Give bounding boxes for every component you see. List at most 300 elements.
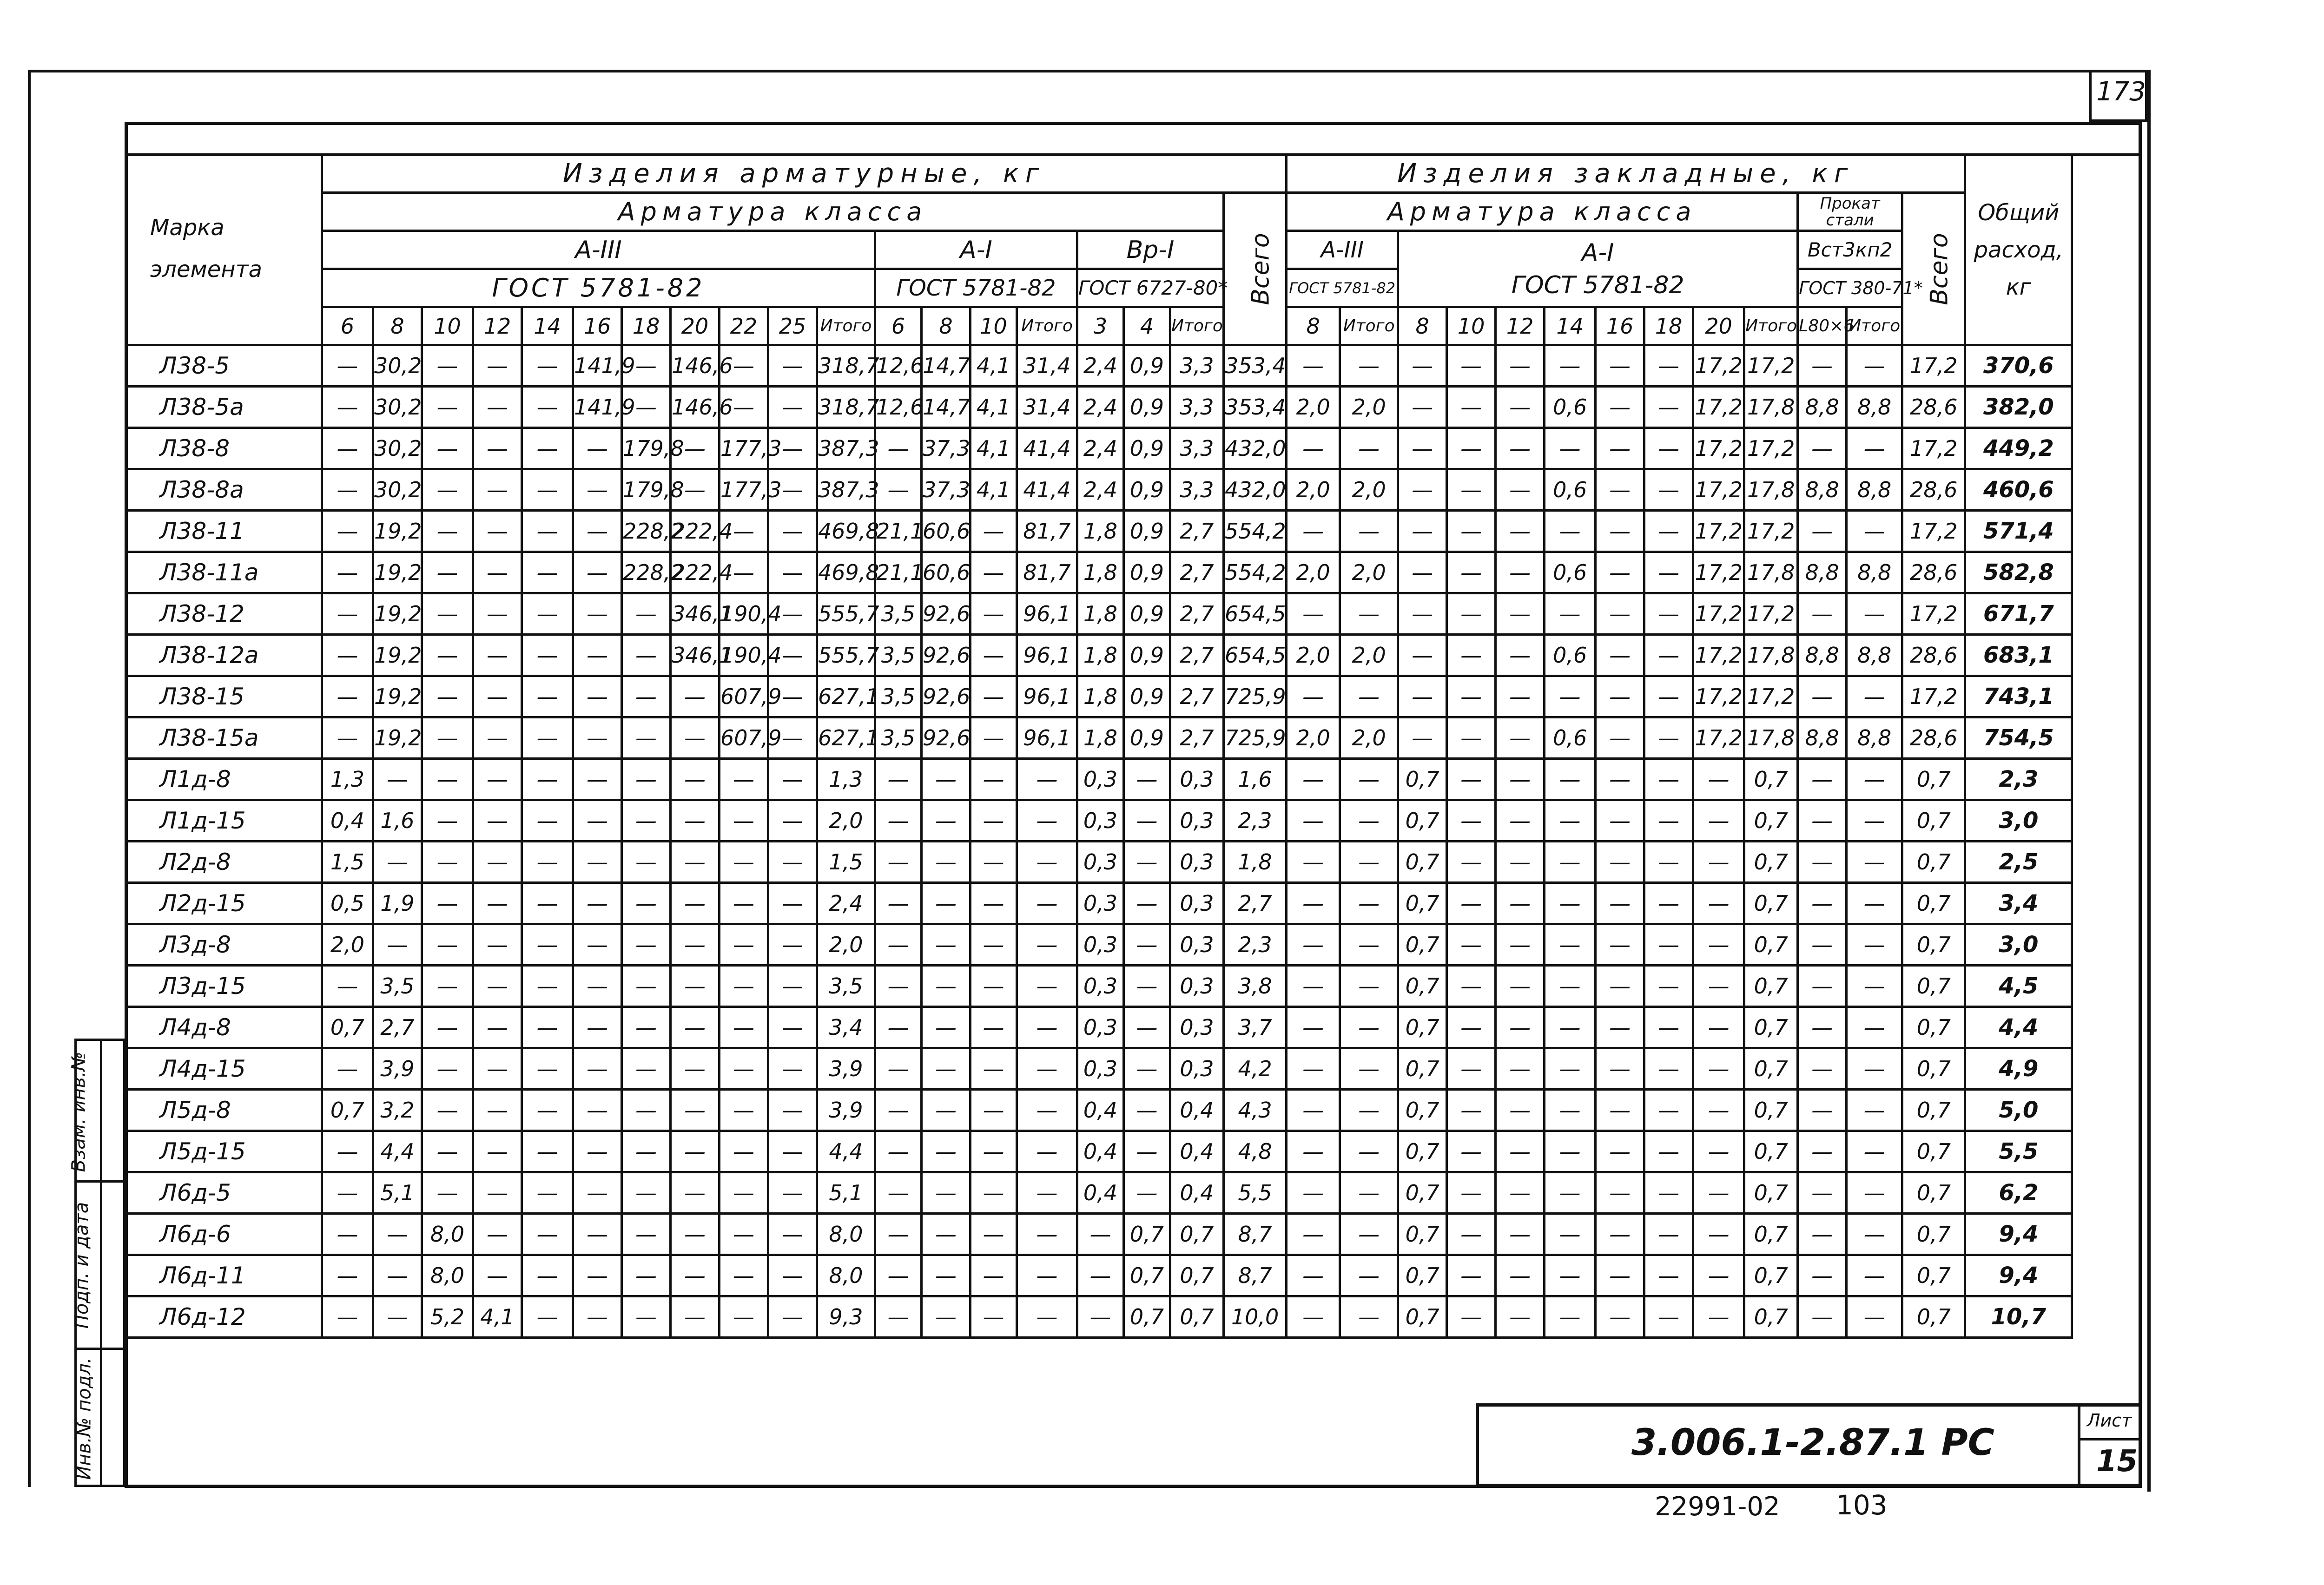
table-cell: 2,0 xyxy=(1340,387,1398,428)
table-cell: — xyxy=(671,1090,720,1131)
table-cell: — xyxy=(1287,593,1340,635)
table-cell: — xyxy=(1340,759,1398,800)
table-cell: — xyxy=(373,1255,422,1296)
table-cell: 1,6 xyxy=(373,800,422,842)
table-cell: — xyxy=(1496,1090,1545,1131)
table-cell: — xyxy=(1017,1296,1077,1338)
table-cell: — xyxy=(1340,800,1398,842)
table-cell: — xyxy=(1496,676,1545,717)
table-cell: 432,0 xyxy=(1224,428,1287,469)
table-cell: 2,0 xyxy=(1340,635,1398,676)
table-cell: — xyxy=(473,800,522,842)
table-cell: — xyxy=(1124,842,1170,883)
table-cell: — xyxy=(671,924,720,966)
table-cell: 3,2 xyxy=(373,1090,422,1131)
table-cell: 37,3 xyxy=(922,469,971,511)
table-cell: — xyxy=(1693,924,1744,966)
table-cell: — xyxy=(1847,1296,1902,1338)
table-cell: — xyxy=(1340,924,1398,966)
table-cell: — xyxy=(1798,842,1847,883)
table-cell: 0,9 xyxy=(1124,511,1170,552)
table-cell: — xyxy=(768,1048,817,1090)
table-cell: — xyxy=(1644,1090,1693,1131)
table-cell: — xyxy=(1287,1172,1340,1214)
table-cell: 432,0 xyxy=(1224,469,1287,511)
table-cell: 92,6 xyxy=(922,593,971,635)
diam-a3-col-9: 25 xyxy=(768,307,817,345)
title-block-sheet-divider xyxy=(2078,1438,2142,1440)
table-cell: 0,3 xyxy=(1170,759,1224,800)
table-cell: — xyxy=(1798,1214,1847,1255)
table-cell: 30,2 xyxy=(373,428,422,469)
table-cell: — xyxy=(1693,1214,1744,1255)
table-cell: — xyxy=(473,676,522,717)
table-cell: 3,3 xyxy=(1170,469,1224,511)
table-cell: 17,2 xyxy=(1902,345,1965,387)
table-cell: 179,8 xyxy=(622,469,671,511)
table-cell: — xyxy=(1447,1090,1496,1131)
table-cell: — xyxy=(768,842,817,883)
table-cell: — xyxy=(768,924,817,966)
table-cell: — xyxy=(422,842,473,883)
table-cell: — xyxy=(1798,1255,1847,1296)
table-cell: 190,4 xyxy=(720,593,768,635)
table-cell: — xyxy=(1398,676,1447,717)
table-cell: — xyxy=(1596,469,1644,511)
table-cell: 0,4 xyxy=(1077,1172,1124,1214)
element-mark: Л38-11 xyxy=(126,511,322,552)
table-cell: 0,7 xyxy=(1902,1131,1965,1172)
table-cell: — xyxy=(473,966,522,1007)
table-cell: — xyxy=(1287,842,1340,883)
table-cell: 8,8 xyxy=(1847,635,1902,676)
table-cell: — xyxy=(522,842,573,883)
table-cell: — xyxy=(1798,924,1847,966)
table-cell: 19,2 xyxy=(373,635,422,676)
table-row xyxy=(126,1296,2072,1338)
table-cell: 0,7 xyxy=(1398,1131,1447,1172)
table-cell: 30,2 xyxy=(373,469,422,511)
diam-a1-emb-col-4: 16 xyxy=(1596,307,1644,345)
table-cell: 2,7 xyxy=(1170,717,1224,759)
table-cell: 0,7 xyxy=(1744,924,1798,966)
table-cell: — xyxy=(768,966,817,1007)
gost-a3-emb-header: ГОСТ 5781-82 xyxy=(1287,269,1398,307)
table-cell: 17,2 xyxy=(1744,511,1798,552)
table-cell: — xyxy=(522,676,573,717)
diam-a3-col-3: 12 xyxy=(473,307,522,345)
table-cell: — xyxy=(1798,1131,1847,1172)
table-row xyxy=(126,511,2072,552)
table-cell: — xyxy=(922,759,971,800)
table-cell: — xyxy=(1798,800,1847,842)
table-cell: — xyxy=(522,635,573,676)
table-cell: 0,9 xyxy=(1124,428,1170,469)
table-cell: — xyxy=(422,387,473,428)
table-cell: — xyxy=(671,1172,720,1214)
table-cell: — xyxy=(1596,345,1644,387)
table-cell: — xyxy=(1017,1172,1077,1214)
table-cell: — xyxy=(522,1131,573,1172)
table-cell: 0,7 xyxy=(1902,842,1965,883)
table-cell: — xyxy=(1596,1090,1644,1131)
table-cell: — xyxy=(522,1048,573,1090)
table-cell: — xyxy=(522,1214,573,1255)
table-cell: — xyxy=(1340,1172,1398,1214)
table-cell: 17,2 xyxy=(1693,345,1744,387)
table-cell: 0,3 xyxy=(1170,842,1224,883)
table-cell: — xyxy=(1017,883,1077,924)
table-cell: — xyxy=(1287,1048,1340,1090)
table-cell: 2,0 xyxy=(1287,387,1340,428)
table-cell: — xyxy=(971,1048,1017,1090)
table-cell: — xyxy=(1077,1255,1124,1296)
table-cell: — xyxy=(573,1255,622,1296)
table-cell: 0,4 xyxy=(1170,1172,1224,1214)
table-cell: — xyxy=(1545,428,1596,469)
table-row xyxy=(126,717,2072,759)
table-cell: — xyxy=(971,1007,1017,1048)
table-row xyxy=(126,676,2072,717)
table-cell: — xyxy=(1340,1296,1398,1338)
rolled-steel-header: Прокат стали xyxy=(1798,193,1902,231)
element-mark: Л6д-6 xyxy=(126,1214,322,1255)
table-cell: 0,3 xyxy=(1170,924,1224,966)
table-cell: 3,5 xyxy=(875,635,922,676)
table-cell: 2,4 xyxy=(1077,469,1124,511)
table-cell: 8,8 xyxy=(1847,469,1902,511)
table-cell: — xyxy=(573,469,622,511)
table-cell: — xyxy=(671,759,720,800)
table-cell: 0,9 xyxy=(1124,635,1170,676)
table-cell: — xyxy=(875,1255,922,1296)
table-cell: 12,6 xyxy=(875,387,922,428)
table-cell: 17,2 xyxy=(1693,511,1744,552)
table-cell: — xyxy=(1287,800,1340,842)
table-cell: — xyxy=(1447,428,1496,469)
table-cell: — xyxy=(768,1172,817,1214)
diam-bp1-col-1: 4 xyxy=(1124,307,1170,345)
table-cell: 627,1 xyxy=(817,676,875,717)
table-cell: — xyxy=(1847,1255,1902,1296)
table-cell: — xyxy=(1847,883,1902,924)
table-cell: — xyxy=(1287,1090,1340,1131)
table-cell: 5,1 xyxy=(373,1172,422,1214)
table-cell: — xyxy=(1847,593,1902,635)
table-cell: 582,8 xyxy=(1965,552,2072,593)
table-cell: — xyxy=(671,1131,720,1172)
table-cell: — xyxy=(322,387,373,428)
table-cell: — xyxy=(1545,345,1596,387)
table-cell: — xyxy=(1644,842,1693,883)
table-cell: 2,4 xyxy=(1077,387,1124,428)
table-cell: — xyxy=(573,635,622,676)
table-cell: 19,2 xyxy=(373,593,422,635)
class-a1-emb-label: А-I xyxy=(1581,238,1614,267)
table-cell: — xyxy=(1447,1172,1496,1214)
table-cell: — xyxy=(322,676,373,717)
table-cell: — xyxy=(922,1048,971,1090)
table-cell: — xyxy=(573,511,622,552)
table-cell: 8,8 xyxy=(1798,717,1847,759)
table-cell: — xyxy=(768,676,817,717)
table-cell: — xyxy=(1644,345,1693,387)
table-row xyxy=(126,924,2072,966)
table-cell: — xyxy=(1847,511,1902,552)
table-cell: 60,6 xyxy=(922,511,971,552)
page-number: 103 xyxy=(1836,1489,1888,1521)
table-cell: 0,3 xyxy=(1170,1007,1224,1048)
table-cell: 92,6 xyxy=(922,676,971,717)
element-mark: Л38-15а xyxy=(126,717,322,759)
table-cell: — xyxy=(875,759,922,800)
table-cell: 9,4 xyxy=(1965,1255,2072,1296)
element-mark: Л5д-8 xyxy=(126,1090,322,1131)
table-cell: — xyxy=(522,966,573,1007)
table-cell: — xyxy=(473,1255,522,1296)
table-cell: 4,1 xyxy=(971,387,1017,428)
table-cell: — xyxy=(1496,800,1545,842)
element-mark: Л6д-5 xyxy=(126,1172,322,1214)
table-cell: — xyxy=(671,842,720,883)
table-cell: — xyxy=(622,345,671,387)
element-mark: Л4д-8 xyxy=(126,1007,322,1048)
table-cell: — xyxy=(971,635,1017,676)
table-cell: — xyxy=(1017,1131,1077,1172)
table-cell: — xyxy=(1847,1007,1902,1048)
table-cell: — xyxy=(720,966,768,1007)
table-cell: — xyxy=(768,1131,817,1172)
table-cell: 81,7 xyxy=(1017,511,1077,552)
table-cell: — xyxy=(1545,759,1596,800)
table-cell: — xyxy=(1398,593,1447,635)
table-cell: — xyxy=(1596,428,1644,469)
table-cell: — xyxy=(1287,1007,1340,1048)
specification-table xyxy=(125,153,2073,1339)
table-cell: — xyxy=(1693,1090,1744,1131)
table-cell: — xyxy=(1447,924,1496,966)
table-cell: — xyxy=(1545,676,1596,717)
table-cell: 222,4 xyxy=(671,552,720,593)
rebar-class-header: Арматура класса xyxy=(322,193,1224,231)
table-cell: 2,4 xyxy=(1077,345,1124,387)
total-embedded-header xyxy=(1902,193,1965,345)
table-cell: — xyxy=(971,1214,1017,1255)
table-cell: — xyxy=(1596,552,1644,593)
table-cell: — xyxy=(1644,552,1693,593)
table-cell: 96,1 xyxy=(1017,717,1077,759)
table-cell: — xyxy=(1693,1172,1744,1214)
table-cell: — xyxy=(768,1214,817,1255)
element-mark: Л6д-12 xyxy=(126,1296,322,1338)
table-cell: 1,3 xyxy=(322,759,373,800)
table-cell: — xyxy=(622,635,671,676)
table-cell: 0,7 xyxy=(1124,1255,1170,1296)
table-cell: — xyxy=(622,1296,671,1338)
table-cell: 2,0 xyxy=(1287,717,1340,759)
table-cell: 0,7 xyxy=(1398,1090,1447,1131)
table-cell: — xyxy=(1545,1090,1596,1131)
table-cell: 17,2 xyxy=(1693,635,1744,676)
table-cell: — xyxy=(522,345,573,387)
table-cell: — xyxy=(622,966,671,1007)
table-cell: 28,6 xyxy=(1902,469,1965,511)
table-cell: 2,0 xyxy=(1340,469,1398,511)
table-cell: — xyxy=(671,1214,720,1255)
table-cell: — xyxy=(622,387,671,428)
table-cell: 627,1 xyxy=(817,717,875,759)
gost-a1-header: ГОСТ 5781-82 xyxy=(875,269,1077,307)
table-cell: — xyxy=(573,552,622,593)
table-cell: 0,7 xyxy=(1902,924,1965,966)
table-cell: — xyxy=(422,552,473,593)
table-cell: — xyxy=(922,800,971,842)
diam-a1-emb-col-5: 18 xyxy=(1644,307,1693,345)
side-stamp-sep-2 xyxy=(74,1348,125,1350)
diam-a3-col-4: 14 xyxy=(522,307,573,345)
table-cell: 3,3 xyxy=(1170,387,1224,428)
table-cell: 3,3 xyxy=(1170,345,1224,387)
table-cell: — xyxy=(1596,1007,1644,1048)
table-cell: 10,0 xyxy=(1224,1296,1287,1338)
table-cell: — xyxy=(1644,966,1693,1007)
table-cell: 346,1 xyxy=(671,593,720,635)
table-cell: — xyxy=(1124,759,1170,800)
table-cell: 37,3 xyxy=(922,428,971,469)
gost-bp1-header: ГОСТ 6727-80* xyxy=(1077,269,1224,307)
table-cell: — xyxy=(768,552,817,593)
table-cell: — xyxy=(1798,1090,1847,1131)
table-cell: — xyxy=(875,1131,922,1172)
table-cell: — xyxy=(1340,676,1398,717)
table-cell: — xyxy=(875,1090,922,1131)
table-cell: 5,1 xyxy=(817,1172,875,1214)
table-cell: — xyxy=(1124,924,1170,966)
table-cell: 17,2 xyxy=(1902,593,1965,635)
table-cell: — xyxy=(1447,1214,1496,1255)
table-cell: 0,3 xyxy=(1077,966,1124,1007)
table-cell: 0,7 xyxy=(322,1007,373,1048)
table-cell: 554,2 xyxy=(1224,511,1287,552)
table-cell: — xyxy=(473,842,522,883)
table-cell: 41,4 xyxy=(1017,428,1077,469)
table-cell: — xyxy=(1693,1048,1744,1090)
table-cell: 5,5 xyxy=(1224,1172,1287,1214)
table-cell: 3,9 xyxy=(817,1048,875,1090)
class-a3-header: А-III xyxy=(322,231,875,269)
table-cell: — xyxy=(1496,924,1545,966)
table-cell: — xyxy=(1340,1048,1398,1090)
table-cell: 0,4 xyxy=(1170,1090,1224,1131)
table-cell: — xyxy=(1847,1090,1902,1131)
table-cell: 0,6 xyxy=(1545,387,1596,428)
table-cell: — xyxy=(720,1048,768,1090)
table-cell: — xyxy=(573,1131,622,1172)
table-cell: 0,7 xyxy=(1744,966,1798,1007)
table-cell: 754,5 xyxy=(1965,717,2072,759)
table-cell: 0,7 xyxy=(1124,1296,1170,1338)
table-cell: — xyxy=(971,924,1017,966)
table-cell: — xyxy=(422,717,473,759)
table-cell: — xyxy=(1496,1172,1545,1214)
table-cell: — xyxy=(422,883,473,924)
table-cell: — xyxy=(522,469,573,511)
table-cell: 2,7 xyxy=(373,1007,422,1048)
table-cell: — xyxy=(1644,387,1693,428)
table-cell: — xyxy=(1496,593,1545,635)
table-cell: — xyxy=(522,1007,573,1048)
table-cell: — xyxy=(720,842,768,883)
table-cell: — xyxy=(671,1007,720,1048)
table-cell: — xyxy=(1596,800,1644,842)
table-cell: — xyxy=(922,1255,971,1296)
table-cell: — xyxy=(1447,759,1496,800)
table-cell: 1,6 xyxy=(1224,759,1287,800)
table-cell: — xyxy=(768,1296,817,1338)
table-cell: — xyxy=(322,717,373,759)
table-cell: 683,1 xyxy=(1965,635,2072,676)
table-cell: 1,8 xyxy=(1077,593,1124,635)
table-cell: 0,7 xyxy=(1744,883,1798,924)
table-cell: 2,0 xyxy=(1340,552,1398,593)
table-cell: 141,9 xyxy=(573,387,622,428)
table-cell: 2,3 xyxy=(1224,924,1287,966)
table-cell: — xyxy=(1596,593,1644,635)
mark-header xyxy=(126,155,322,345)
table-cell: 177,3 xyxy=(720,428,768,469)
table-cell: — xyxy=(1847,759,1902,800)
table-cell: — xyxy=(1798,676,1847,717)
table-cell: — xyxy=(373,1214,422,1255)
table-cell: — xyxy=(1596,924,1644,966)
table-cell: — xyxy=(1017,1214,1077,1255)
table-cell: 21,1 xyxy=(875,511,922,552)
table-cell: — xyxy=(671,1048,720,1090)
diam-a3-col-1: 8 xyxy=(373,307,422,345)
table-cell: 1,8 xyxy=(1077,552,1124,593)
table-row xyxy=(126,428,2072,469)
table-cell: — xyxy=(1545,593,1596,635)
table-cell: — xyxy=(971,1172,1017,1214)
table-cell: 3,4 xyxy=(817,1007,875,1048)
element-mark: Л38-8 xyxy=(126,428,322,469)
table-row xyxy=(126,1048,2072,1090)
table-cell: 2,3 xyxy=(1224,800,1287,842)
table-cell: 2,7 xyxy=(1170,635,1224,676)
table-cell: 19,2 xyxy=(373,676,422,717)
table-cell: — xyxy=(1287,1296,1340,1338)
table-cell: 177,3 xyxy=(720,469,768,511)
table-cell: — xyxy=(522,1172,573,1214)
table-cell: — xyxy=(473,1131,522,1172)
table-cell: 2,0 xyxy=(1287,635,1340,676)
table-cell: — xyxy=(922,842,971,883)
table-cell: 8,7 xyxy=(1224,1255,1287,1296)
table-cell: 0,7 xyxy=(1398,1007,1447,1048)
table-cell: — xyxy=(720,1172,768,1214)
table-cell: — xyxy=(1496,883,1545,924)
table-cell: 146,6 xyxy=(671,345,720,387)
table-cell: 0,3 xyxy=(1170,1048,1224,1090)
table-cell: 17,8 xyxy=(1744,717,1798,759)
table-cell: 0,7 xyxy=(1398,1048,1447,1090)
diam-a3-col-2: 10 xyxy=(422,307,473,345)
table-cell: 0,7 xyxy=(1744,1296,1798,1338)
table-cell: 0,7 xyxy=(1902,1048,1965,1090)
table-cell: — xyxy=(1545,1007,1596,1048)
table-cell: — xyxy=(1496,635,1545,676)
embedded-products-header: Изделия закладные, кг xyxy=(1287,155,1965,193)
